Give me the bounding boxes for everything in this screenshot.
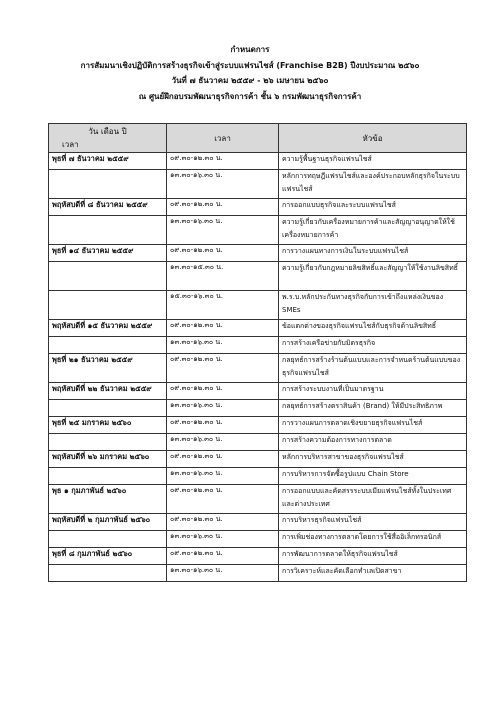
table-row [49,514,467,531]
table-header-row [49,124,467,153]
row-topic: การสร้างความต้องการทางการตลาด [279,434,467,451]
row-topic: ความรู้พื้นฐานธุรกิจแฟรนไชส์ [279,153,467,170]
row-topic: การออกแบบธุรกิจและระบบแฟรนไชส์ [279,199,467,216]
table-row [49,291,467,320]
row-topic: การพัฒนาการตลาดให้ธุรกิจแฟรนไชส์ [279,548,467,565]
row-topic: กลยุทธ์การสร้างตราสินค้า (Brand) ให้มีประสิทธิภาพ [279,400,467,417]
table-row [49,383,467,400]
row-time: ๐๙.๓๐-๑๒.๓๐ น. [167,451,279,468]
row-day [49,216,167,245]
row-day: พฤหัสบดีที่ ๒ กุมภาพันธ์ ๒๕๖๐ [49,514,167,531]
table-row [49,354,467,383]
table-row [49,417,467,434]
row-time: ๑๓.๓๐-๑๖.๓๐ น. [167,434,279,451]
column-header-time: เวลา [167,124,279,153]
row-topic: การบริหารการจัดซื้อรูปแบบ Chain Store [279,468,467,485]
row-day [49,565,167,582]
table-row [49,531,467,548]
row-day [49,262,167,291]
row-time: ๐๙.๓๐-๑๒.๓๐ น. [167,320,279,337]
row-day: พฤหัสบดีที่ ๑๕ ธันวาคม ๒๕๕๙ [49,320,167,337]
row-time: ๑๓.๓๐-๑๖.๓๐ น. [167,531,279,548]
row-time: ๐๙.๓๐-๑๒.๓๐ น. [167,354,279,383]
column-header-day-sublabel: เวลา [62,140,79,149]
row-day: พุธ ๑ กุมภาพันธ์ ๒๕๖๐ [49,485,167,514]
row-topic: การบริหารธุรกิจแฟรนไชส์ [279,514,467,531]
row-day: พุธที่ ๗ ธันวาคม ๒๕๕๙ [49,153,167,170]
row-day: พฤหัสบดีที่ ๘ ธันวาคม ๒๕๕๙ [49,199,167,216]
row-time: ๐๙.๓๐-๑๒.๓๐ น. [167,199,279,216]
row-topic: การสร้างระบบงานที่เป็นมาตรฐาน [279,383,467,400]
row-time: ๑๓.๓๐-๑๖.๓๐ น. [167,400,279,417]
table-row [49,262,467,291]
table-row [49,153,467,170]
row-day: พุธที่ ๒๕ มกราคม ๒๕๖๐ [49,417,167,434]
row-topic: การวางแผนการตลาดเชิงขยายธุรกิจแฟรนไชส์ [279,417,467,434]
row-day [49,337,167,354]
column-header-day-label: วัน เดือน ปี [88,127,127,136]
column-header-day [49,124,167,153]
table-row [49,434,467,451]
row-topic: การออกแบบและคัดสรรระบบเมียแฟรนไชส์ทั้งในประเทศและต่างประเทศ [279,485,467,514]
row-day [49,531,167,548]
row-topic: การเพิ่มช่องทางการตลาดโดยการใช้สื่ออิเล็กทรอนิกส์ [279,531,467,548]
row-topic: ข้อแตกต่างของธุรกิจแฟรนไชส์กับธุรกิจด้านลิขสิทธิ์ [279,320,467,337]
column-header-topic: หัวข้อ [279,124,467,153]
table-row [49,216,467,245]
table-row [49,245,467,262]
row-time: ๑๓.๓๐-๑๖.๓๐ น. [167,170,279,199]
row-day: พุธที่ ๑๔ ธันวาคม ๒๕๕๙ [49,245,167,262]
row-topic: ความรู้เกี่ยวกับกฎหมายลิขสิทธิ์และสัญญาให้ใช้งานลิขสิทธิ์ [279,262,467,291]
schedule-table [48,123,467,582]
table-row [49,400,467,417]
row-day [49,170,167,199]
row-topic: การวางแผนทางการเงินในระบบแฟรนไชส์ [279,245,467,262]
row-time: ๑๓.๓๐-๑๕.๓๐ น. [167,262,279,291]
document-header [0,42,500,104]
row-time: ๑๓.๓๐-๑๖.๓๐ น. [167,468,279,485]
row-time: ๐๙.๓๐-๑๒.๓๐ น. [167,548,279,565]
row-day [49,434,167,451]
row-day [49,468,167,485]
row-day [49,400,167,417]
row-topic: หลักการทฤษฎีแฟรนไชส์และองค์ประกอบหลักธุรกิจในระบบแฟรนไชส์ [279,170,467,199]
row-time: ๐๙.๓๐-๑๒.๓๐ น. [167,153,279,170]
row-time: ๑๓.๓๐-๑๖.๓๐ น. [167,565,279,582]
table-row [49,337,467,354]
table-row [49,170,467,199]
row-topic: หลักการบริหารสาขาของธุรกิจแฟรนไชส์ [279,451,467,468]
table-row [49,485,467,514]
row-topic: ความรู้เกี่ยวกับเครื่องหมายการค้าและสัญญาอนุญาตให้ใช้เครื่องหมายการค้า [279,216,467,245]
row-time: ๐๙.๓๐-๑๒.๓๐ น. [167,245,279,262]
row-day [49,291,167,320]
row-day: พฤหัสบดีที่ ๒๖ มกราคม ๒๕๖๐ [49,451,167,468]
row-time: ๐๙.๓๐-๑๒.๓๐ น. [167,383,279,400]
table-row [49,468,467,485]
row-topic: การสร้างเครือข่ายกับมิตรธุรกิจ [279,337,467,354]
header-title: กำหนดการ [230,45,270,54]
row-day: พฤหัสบดีที่ ๒๒ ธันวาคม ๒๕๕๙ [49,383,167,400]
row-time: ๐๙.๓๐-๑๒.๓๐ น. [167,485,279,514]
row-time: ๑๓.๓๐-๑๖.๓๐ น. [167,216,279,245]
table-row [49,199,467,216]
row-topic: พ.ร.บ.หลักประกันทางธุรกิจกับการเข้าถึงแหล่งเงินของ SMEs [279,291,467,320]
header-seminar-name: การสัมมนาเชิงปฏิบัติการสร้างธุรกิจเข้าสู่ระบบแฟรนไชส์ (Franchise B2B) ปีงบประมาณ ๒๕๖๐ [80,60,420,70]
table-row [49,548,467,565]
table-row [49,320,467,337]
row-topic: กลยุทธ์การสร้างร้านต้นแบบและการจำหนดร้านต้นแบบของธุรกิจแฟรนไชส์ [279,354,467,383]
row-topic: การวิเคราะห์และคัดเลือกทำเลเปิดสาขา [279,565,467,582]
row-time: ๐๙.๓๐-๑๒.๓๐ น. [167,514,279,531]
row-time: ๑๓.๓๐-๑๖.๓๐ น. [167,337,279,354]
row-day: พุธที่ ๒๑ ธันวาคม ๒๕๕๙ [49,354,167,383]
row-time: ๑๕.๓๐-๑๖.๓๐ น. [167,291,279,320]
row-day: พุธที่ ๘ กุมภาพันธ์ ๒๕๖๐ [49,548,167,565]
header-venue: ณ ศูนย์ฝึกอบรมพัฒนาธุรกิจการค้า ชั้น ๖ กรมพัฒนาธุรกิจการค้า [138,91,362,101]
table-row [49,451,467,468]
row-time: ๐๙.๓๐-๑๒.๓๐ น. [167,417,279,434]
table-row [49,565,467,582]
header-date-range: วันที่ ๗ ธันวาคม ๒๕๕๙ - ๒๖ เมษายน ๒๕๖๐ [171,76,329,85]
